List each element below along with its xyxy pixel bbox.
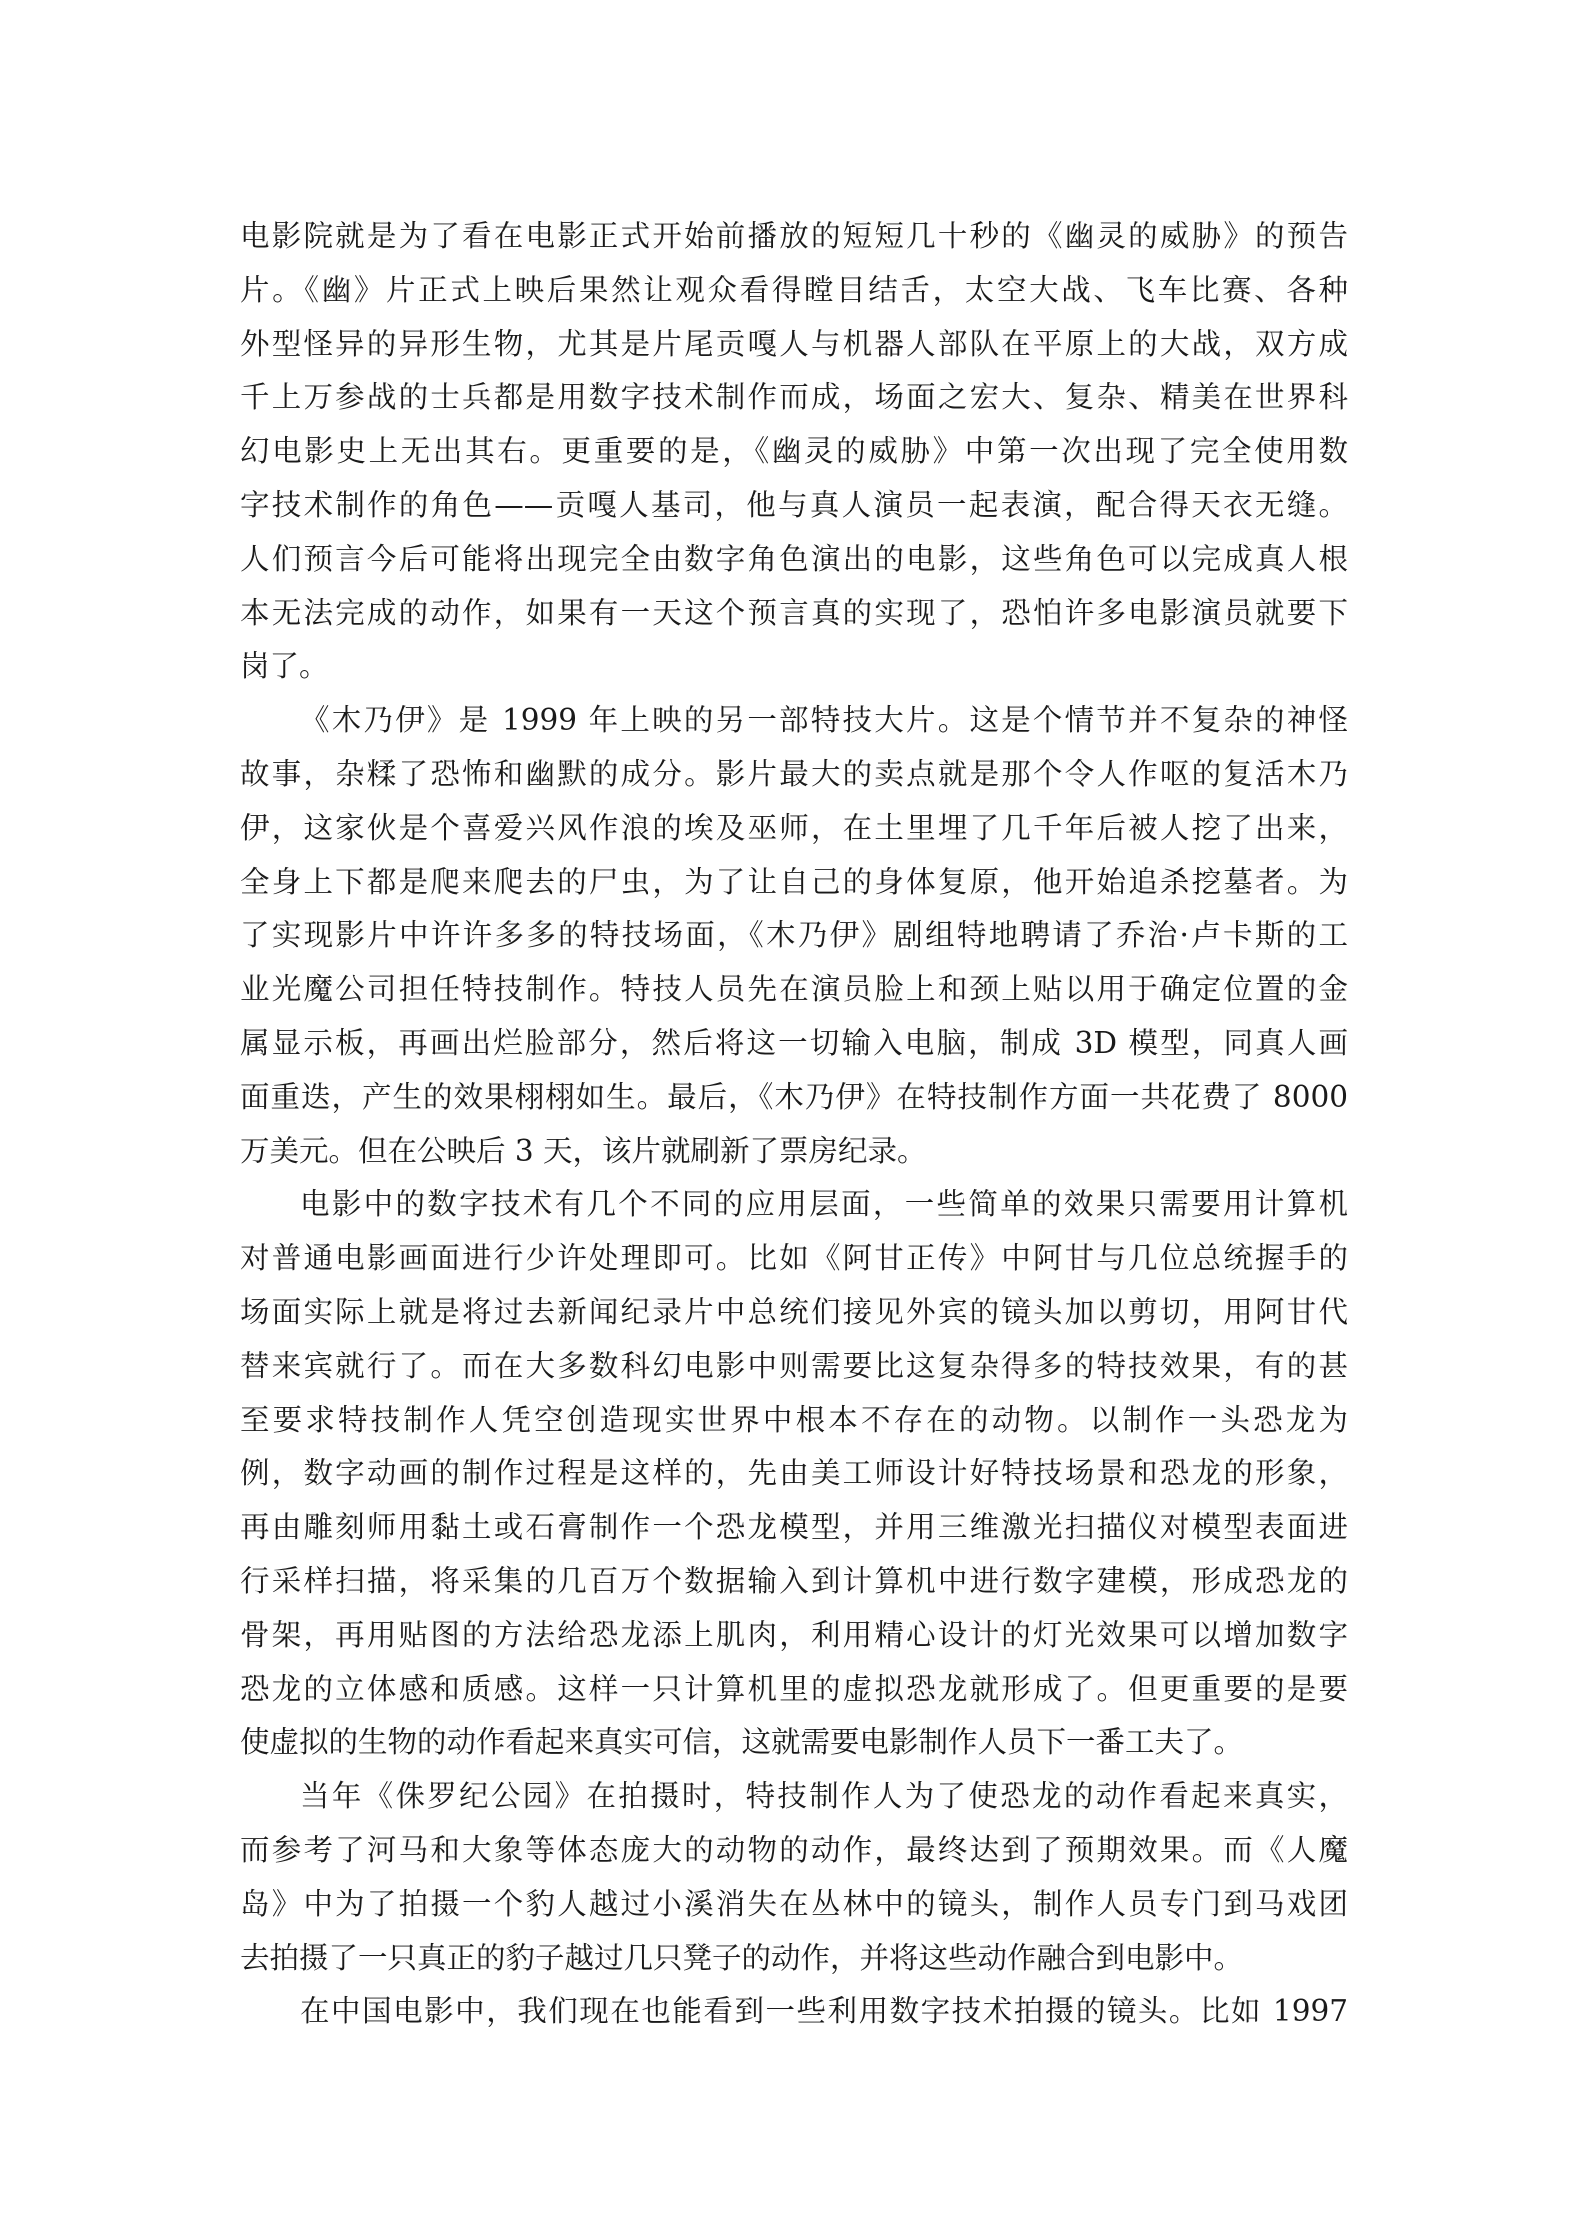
text-line: 本无法完成的动作，如果有一天这个预言真的实现了，恐怕许多电影演员就要下 [240,595,1348,630]
text-line: 岗了。 [240,649,329,684]
text-line: 电影中的数字技术有几个不同的应用层面，一些简单的效果只需要用计算机 [300,1187,1348,1222]
text-line: 业光魔公司担任特技制作。特技人员先在演员脸上和颈上贴以用于确定位置的金 [240,972,1348,1007]
text-line: 对普通电影画面进行少许处理即可。比如《阿甘正传》中阿甘与几位总统握手的 [240,1241,1348,1276]
text-line: 岛》中为了拍摄一个豹人越过小溪消失在丛林中的镜头，制作人员专门到马戏团 [240,1886,1348,1921]
text-line: 去拍摄了一只真正的豹子越过几只凳子的动作，并将这些动作融合到电影中。 [240,1940,1244,1975]
body-text [240,210,1348,2039]
text-line: 幻电影史上无出其右。更重要的是，《幽灵的威胁》中第一次出现了完全使用数 [240,434,1348,469]
text-line: 至要求特技制作人凭空创造现实世界中根本不存在的动物。以制作一头恐龙为 [240,1402,1348,1437]
text-line: 恐龙的立体感和质感。这样一只计算机里的虚拟恐龙就形成了。但更重要的是要 [240,1671,1348,1706]
text-line: 千上万参战的士兵都是用数字技术制作而成，场面之宏大、复杂、精美在世界科 [240,380,1348,415]
text-line: 人们预言今后可能将出现完全由数字角色演出的电影，这些角色可以完成真人根 [240,541,1348,576]
text-line: 《木乃伊》是 1999 年上映的另一部特技大片。这是个情节并不复杂的神怪 [300,703,1348,738]
text-line: 伊，这家伙是个喜爱兴风作浪的埃及巫师，在土里埋了几千年后被人挖了出来， [240,810,1348,845]
text-line: 片。《幽》片正式上映后果然让观众看得瞠目结舌，太空大战、飞车比赛、各种 [240,272,1348,307]
text-line: 再由雕刻师用黏土或石膏制作一个恐龙模型，并用三维激光扫描仪对模型表面进 [240,1510,1348,1545]
text-line: 故事，杂糅了恐怖和幽默的成分。影片最大的卖点就是那个令人作呕的复活木乃 [240,756,1348,791]
text-line: 全身上下都是爬来爬去的尸虫，为了让自己的身体复原，他开始追杀挖墓者。为 [240,864,1348,899]
text-line: 骨架，再用贴图的方法给恐龙添上肌肉，利用精心设计的灯光效果可以增加数字 [240,1617,1348,1652]
text-line: 字技术制作的角色——贡嘎人基司，他与真人演员一起表演，配合得天衣无缝。 [240,487,1348,522]
text-line: 场面实际上就是将过去新闻纪录片中总统们接见外宾的镜头加以剪切，用阿甘代 [240,1294,1348,1329]
text-line: 使虚拟的生物的动作看起来真实可信，这就需要电影制作人员下一番工夫了。 [240,1725,1244,1760]
text-line: 当年《侏罗纪公园》在拍摄时，特技制作人为了使恐龙的动作看起来真实， [300,1779,1348,1814]
text-line: 行采样扫描，将采集的几百万个数据输入到计算机中进行数字建模，形成恐龙的 [240,1563,1348,1598]
text-line: 万美元。但在公映后 3 天，该片就刷新了票房纪录。 [240,1133,927,1168]
text-line: 而参考了河马和大象等体态庞大的动物的动作，最终达到了预期效果。而《人魔 [240,1832,1348,1867]
text-line: 例，数字动画的制作过程是这样的，先由美工师设计好特技场景和恐龙的形象， [240,1456,1348,1491]
text-line: 属显示板，再画出烂脸部分，然后将这一切输入电脑，制成 3D 模型，同真人画 [240,1025,1348,1060]
text-line: 替来宾就行了。而在大多数科幻电影中则需要比这复杂得多的特技效果，有的甚 [240,1348,1348,1383]
text-line: 面重迭，产生的效果栩栩如生。最后，《木乃伊》在特技制作方面一共花费了 8000 [240,1079,1348,1114]
text-line: 了实现影片中许许多多的特技场面，《木乃伊》剧组特地聘请了乔治·卢卡斯的工 [240,918,1348,953]
text-line: 外型怪异的异形生物，尤其是片尾贡嘎人与机器人部队在平原上的大战，双方成 [240,326,1348,361]
text-line: 在中国电影中，我们现在也能看到一些利用数字技术拍摄的镜头。比如 1997 [300,1994,1348,2029]
text-line: 电影院就是为了看在电影正式开始前播放的短短几十秒的《幽灵的威胁》的预告 [240,219,1348,253]
